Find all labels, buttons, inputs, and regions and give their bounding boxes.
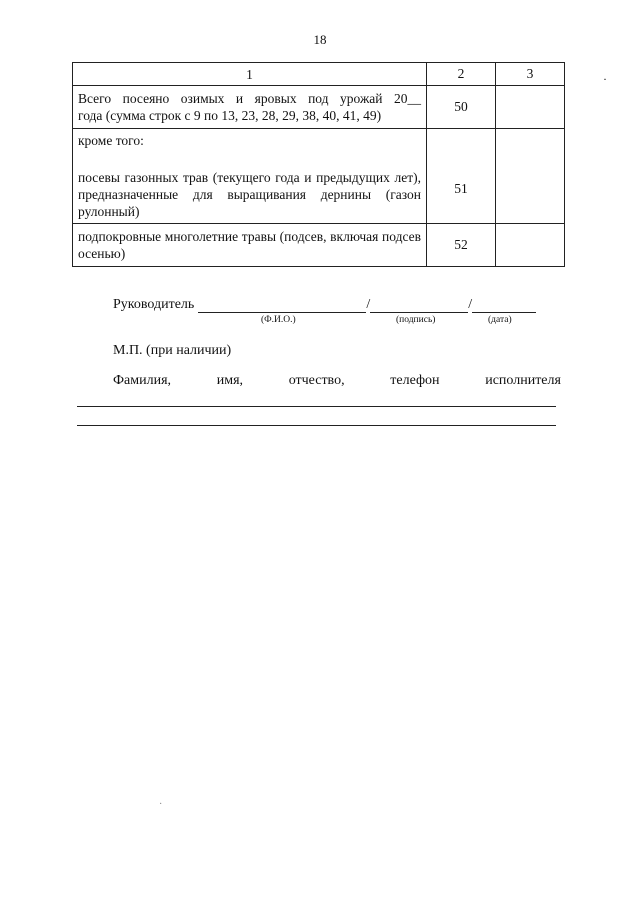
caption-date: (дата) <box>488 315 512 325</box>
name-field[interactable] <box>198 298 366 313</box>
form-table <box>72 62 565 267</box>
executor-line-2[interactable] <box>77 425 556 426</box>
executor-line-1[interactable] <box>77 406 556 407</box>
executor-word: имя, <box>216 373 244 388</box>
sign-field[interactable] <box>370 298 468 313</box>
executor-label <box>113 373 561 389</box>
table-row-lawn-grass <box>73 129 565 224</box>
table-row-total-sown <box>73 86 565 129</box>
row-code: 51 <box>427 129 496 224</box>
table-row-undersown-grass <box>73 224 565 267</box>
row-code: 50 <box>427 86 496 129</box>
row-value-cell[interactable] <box>496 86 565 129</box>
header-col-3: 3 <box>496 63 565 86</box>
row-code: 52 <box>427 224 496 267</box>
signature-captions <box>113 313 563 327</box>
table-header-row <box>73 63 565 86</box>
caption-name: (Ф.И.О.) <box>261 315 296 325</box>
executor-word: телефон <box>390 373 440 388</box>
executor-word: отчество, <box>288 373 345 388</box>
signature-label: Руководитель <box>113 297 195 312</box>
signature-block <box>113 297 563 327</box>
row-label-line: года (сумма строк с 9 по 13, 23, 28, 29, 38, 40, 41, 49) <box>78 108 382 123</box>
row-label-text: подпокровные многолетние травы (подсев, включая подсев осенью) <box>78 229 421 261</box>
page-number: 18 <box>313 32 327 47</box>
stamp-label: М.П. (при наличии) <box>113 343 232 358</box>
executor-word: Фамилия, <box>113 373 172 388</box>
row-label-text: посевы газонных трав (текущего года и предыдущих лет), предназначенные для выращивания дернины (газон рулонный) <box>78 170 421 219</box>
date-field[interactable] <box>472 298 536 313</box>
caption-sign: (подпись) <box>396 315 436 325</box>
separator: / <box>366 297 371 312</box>
stray-mark: · <box>159 799 163 810</box>
row-value-cell[interactable] <box>496 224 565 267</box>
stray-mark: · <box>603 72 607 86</box>
signature-line <box>113 297 563 313</box>
header-col-2: 2 <box>427 63 496 86</box>
separator: / <box>468 297 473 312</box>
row-value-cell[interactable] <box>496 129 565 224</box>
row-label <box>73 129 427 224</box>
row-label <box>73 224 427 267</box>
executor-word: исполнителя <box>485 373 561 388</box>
header-col-1: 1 <box>73 63 427 86</box>
row-label-heading: кроме того: <box>78 133 144 148</box>
row-label <box>73 86 427 129</box>
row-label-line: Всего посеяно озимых и яровых под урожай 20__ <box>78 91 421 106</box>
